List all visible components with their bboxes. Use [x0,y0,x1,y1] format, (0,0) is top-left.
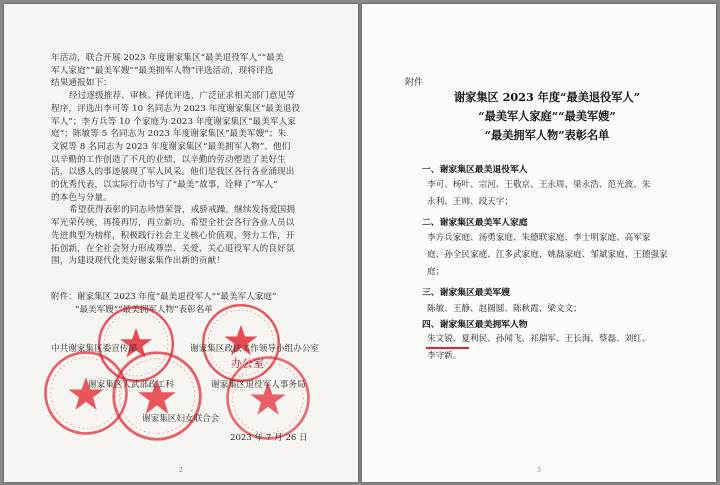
body-line: 年活动，联合开展 2023 年度谢家集区“最美退役军人”“最美 [51,53,284,63]
body-line: 程序，评选出李可等 10 名同志为 2023 年度谢家集区“最美退役 [51,103,301,114]
left-body-text [51,52,299,268]
signature-politics: 谢家集区政法工作领导小组办公室 [190,344,319,354]
body-line: 的本色与分量。 [51,192,112,203]
body-line: 庭”；陈敏等 5 名同志为 2023 年度谢家集区“最美军嫂”；朱 [51,129,287,140]
red-underline-highlight [426,347,469,349]
body-line: 军人家庭”“最美军嫂”“最美拥军人物”评选活动，现将评选 [51,65,274,76]
name-line: 李守新。 [427,351,462,361]
body-line: 的优秀代表，以实际行动书写了“最美”故事，诠释了“军人” [51,180,278,191]
name-line: 庭、孙全民家庭、江多武家庭、姚磊家庭、邹斌家庭、王德强家 [427,250,668,260]
signature-women: 谢家集区妇女联合会 [142,414,220,424]
document-date: 2023 年 7 月 26 日 [230,433,308,443]
body-line: 活，以感人的事迹展现了军人风采。他们是我区各行各业涌现出 [51,167,295,178]
body-line: 经过逐级推荐、审核、择优评选，广泛征求相关部门意见等 [69,91,296,102]
body-line: 围，为建设现代化美好谢家集作出新的贡献！ [51,256,225,267]
name-line: 李可、杨叶、宗河、王敬京、王永周、梁永浩、范光波、朱 [427,180,651,190]
name-line: 永利、王帅、段天宇； [427,197,513,207]
body-line: 先进典型为榜样，积极践行社会主义核心价值观，努力工作，开 [51,230,295,241]
page-number: 3 [537,467,541,474]
section-heading-families: 二、谢家集区最美军人家庭 [422,218,528,228]
title-line: “最美军人家庭”“最美军嫂” [478,109,616,123]
women-seal [110,349,204,443]
name-line: 李方兵家庭、汤勇家庭、朱德联家庭、李士明家庭、高军家 [427,233,651,243]
section-body-veterans [427,177,667,211]
body-line: 文锐等 8 名同志为 2023 年度谢家集区“最美拥军人物”。他们 [51,141,291,152]
seal-label-office: 办公室 [231,357,264,370]
section-heading-wives: 三、谢家集区最美军嫂 [422,288,510,298]
attachment-line: “最美军嫂”“最美拥军人物”表彰名单 [75,305,213,315]
title-line: 谢家集区 2023 年度“最美退役军人” [453,90,641,104]
title-line: “最美拥军人物”表彰名单 [484,128,610,142]
section-heading-supporters: 四、谢家集区最美拥军人物 [422,320,528,330]
section-heading-veterans: 一、谢家集区最美退役军人 [422,165,528,175]
right-document-page [362,4,716,482]
attachment-line: 附件：谢家集区 2023 年度“最美退役军人”“最美军人家庭” [51,292,277,302]
body-line: 军光荣传统，再接再厉，再立新功。希望全社会各行各业人员以 [51,218,295,229]
honor-list-title [402,88,692,145]
body-line: 结果通报如下： [51,78,112,89]
signature-veterans: 谢家集区退役军人事务局 [211,380,306,390]
name-line: 朱文锐、夏利民、孙闻飞、祁瑞军、王长海、蔡磊、刘红、 [427,334,651,344]
body-line: 军人”；李方兵等 10 个家庭为 2023 年度谢家集区“最美军人家 [51,116,296,127]
body-line: 拓创新，在全社会努力形成尊崇、关爱、关心退役军人的良好氛 [51,243,295,254]
attachment-label: 附件 [405,78,424,88]
name-line: 庭； [427,267,445,277]
section-body-wives [427,301,667,318]
body-line: 希望获得表彰的同志珍惜荣誉，戒骄戒躁，继续发扬爱国拥 [69,205,296,216]
name-line: 陈敏、王静、赵圆圆、陈秋霞、梁文文； [427,304,582,314]
left-document-page [4,4,358,482]
signature-propaganda: 中共谢家集区委宣传部 [51,344,137,354]
signature-wujiang: 谢家集区人武部政工科 [88,380,174,390]
body-line: 以辛勤的工作创造了不凡的业绩，以辛勤的劳动塑造了美好生 [51,154,286,165]
section-body-families [427,230,667,281]
page-number: 2 [179,467,183,474]
